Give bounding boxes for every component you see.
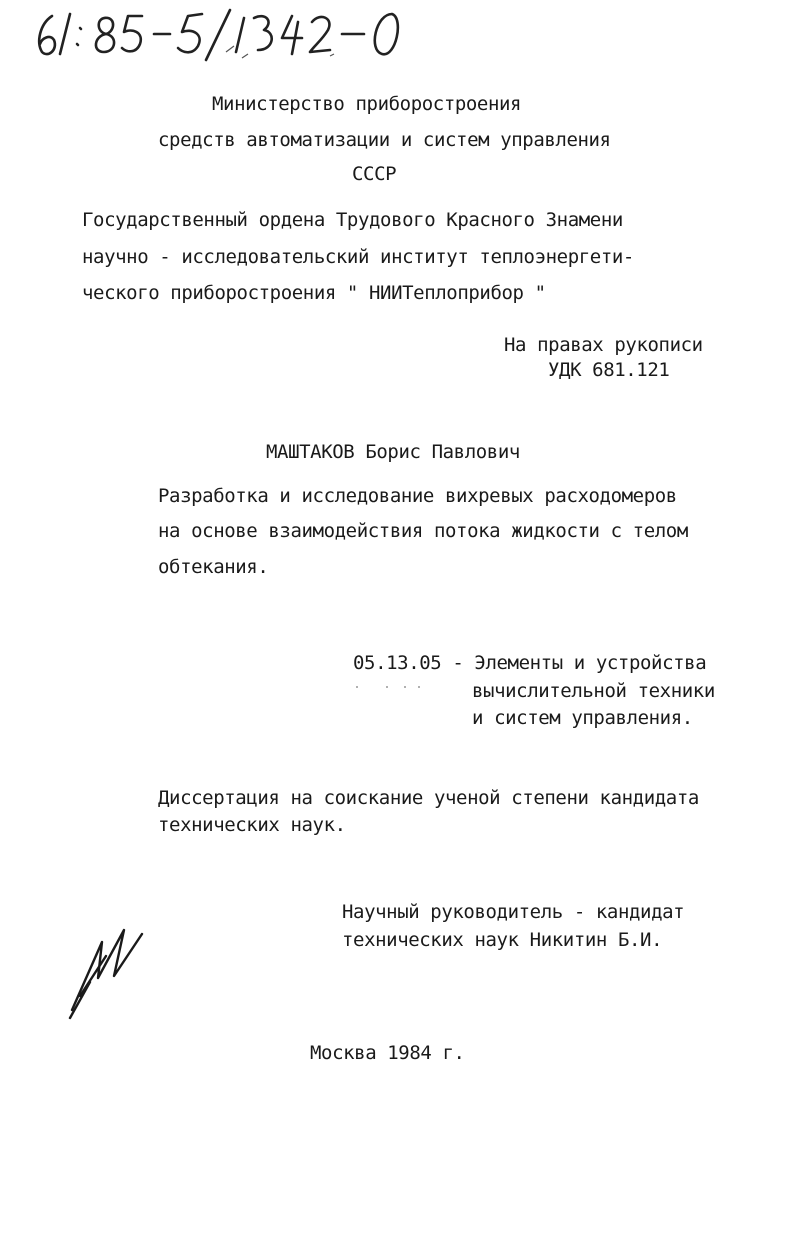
title-line-2: на основе взаимодействия потока жидкости с телом — [158, 520, 688, 542]
title-line-3: обтекания. — [158, 556, 269, 578]
dissertation-line-2: технических наук. — [158, 814, 346, 836]
title-line-1: Разработка и исследование вихревых расходомеров — [158, 485, 677, 507]
scan-speck — [386, 686, 388, 688]
ministry-line-2: средств автоматизации и систем управления — [158, 129, 611, 151]
dissertation-line-1: Диссертация на соискание ученой степени кандидата — [158, 787, 699, 809]
place-year: Москва 1984 г. — [310, 1042, 465, 1064]
institute-line-2: научно - исследовательский институт теплоэнергети- — [82, 246, 634, 268]
udk-code: УДК 681.121 — [548, 359, 670, 381]
specialty-line-2: вычислительной техники — [472, 680, 715, 702]
scan-speck — [356, 686, 358, 688]
author-name: МАШТАКОВ Борис Павлович — [266, 441, 520, 463]
scan-speck — [404, 686, 406, 688]
supervisor-line-2: технических наук Никитин Б.И. — [342, 929, 663, 951]
institute-line-1: Государственный ордена Трудового Красного Знамени — [82, 209, 623, 231]
specialty-line-1: 05.13.05 - Элементы и устройства — [353, 652, 707, 674]
ministry-line-1: Министерство приборостроения — [212, 93, 522, 115]
ministry-line-3: СССР — [352, 163, 397, 185]
supervisor-line-1: Научный руководитель - кандидат — [342, 901, 685, 923]
specialty-line-3: и систем управления. — [472, 707, 693, 729]
handwritten-reference — [30, 4, 470, 64]
institute-line-3: ческого приборостроения " НИИТеплоприбор " — [82, 282, 546, 304]
manuscript-rights: На правах рукописи — [504, 334, 703, 356]
scan-speck — [418, 686, 420, 688]
signature-mark — [62, 922, 152, 1022]
